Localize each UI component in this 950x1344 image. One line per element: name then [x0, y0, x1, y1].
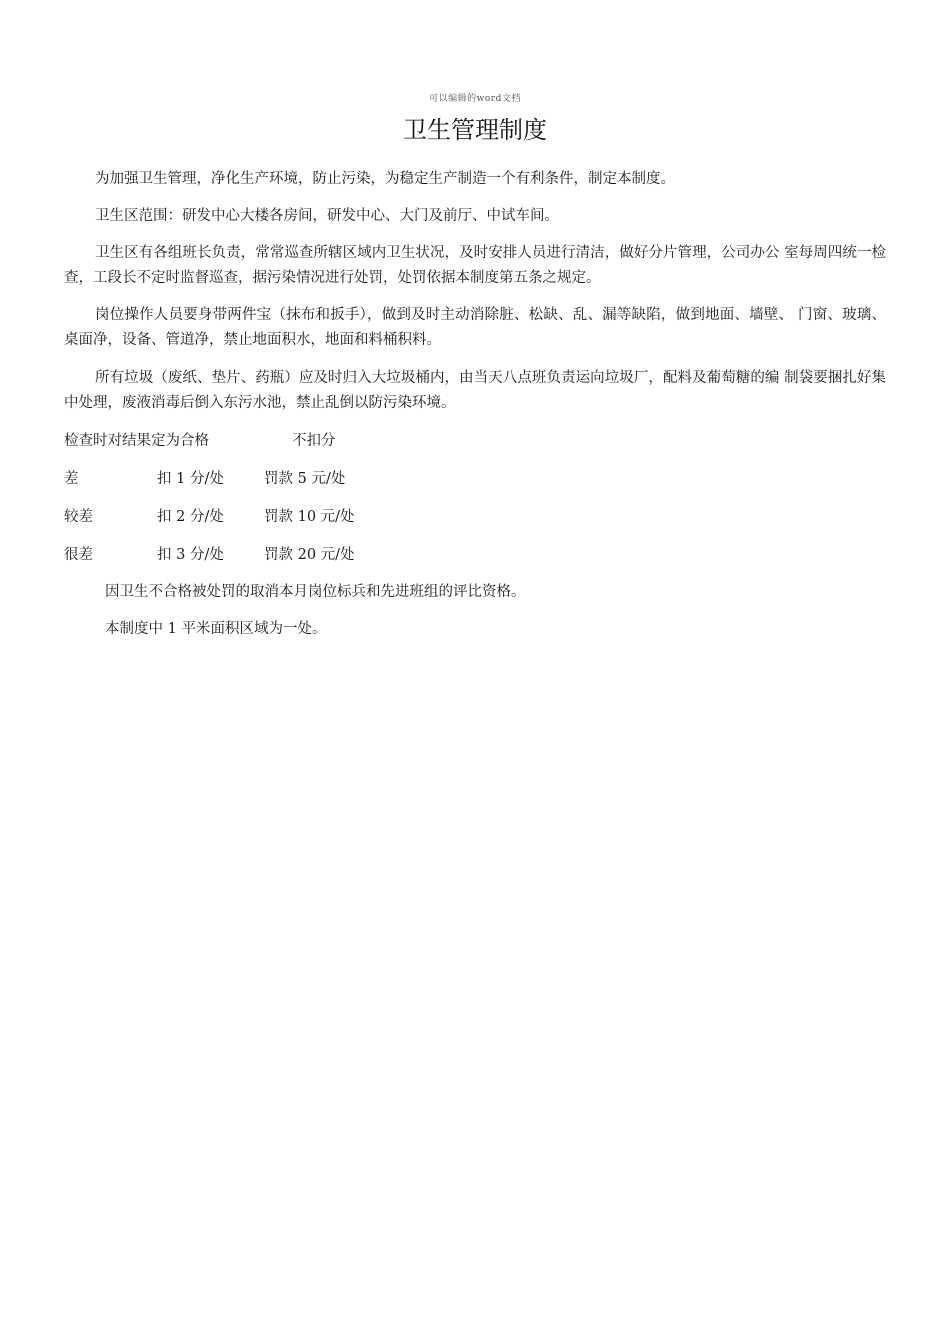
watermark-text: 可以编辑的word文档 — [429, 94, 521, 104]
fine-amount: 罚款 10 元/处 — [264, 509, 355, 525]
score-row — [64, 467, 886, 492]
qualified-label: 检查时对结果定为合格 — [64, 433, 209, 449]
score-row-qualified — [64, 429, 886, 454]
note-area-definition: 本制度中 1 平米面积区域为一处。 — [105, 621, 327, 637]
score-row — [64, 505, 886, 530]
deduct-points: 扣 3 分/处 — [157, 547, 224, 563]
paragraph-scope: 卫生区范围：研发中心大楼各房间，研发中心、大门及前厅、中试车间。 — [95, 208, 559, 224]
deduct-points: 扣 2 分/处 — [157, 509, 224, 525]
paragraph-purpose: 为加强卫生管理，净化生产环境，防止污染，为稳定生产制造一个有利条件，制定本制度。 — [95, 171, 675, 187]
fine-amount: 罚款 5 元/处 — [264, 471, 346, 487]
score-row — [64, 543, 886, 568]
paragraph-waste-handling: 所有垃圾（废纸、垫片、药瓶）应及时归入大垃圾桶内，由当天八点班负责运向垃圾厂，配料及葡萄糖的编 制袋要捆扎好集中处理，废液消毒后倒入东污水池，禁止乱倒以防污染环境。 — [64, 370, 886, 411]
deduct-points: 扣 1 分/处 — [157, 471, 224, 487]
note-disqualification: 因卫生不合格被处罚的取消本月岗位标兵和先进班组的评比资格。 — [105, 584, 526, 600]
fine-amount: 罚款 20 元/处 — [264, 547, 355, 563]
qualified-result: 不扣分 — [292, 433, 336, 449]
grade-label: 较差 — [64, 509, 93, 525]
paragraph-responsibility: 卫生区有各组班长负责，常常巡查所辖区域内卫生状况，及时安排人员进行清洁，做好分片管理，公司办公 室每周四统一检查，工段长不定时监督巡查，据污染情况进行处罚，处罚依据本制度第五条之规定。 — [64, 245, 886, 286]
paragraph-operator-duty: 岗位操作人员要身带两件宝（抹布和扳手），做到及时主动消除脏、松缺、乱、漏等缺陷，做到地面、墙壁、 门窗、玻璃、桌面净，设备、管道净，禁止地面积水，地面和料桶积料。 — [64, 307, 886, 348]
document-title: 卫生管理制度 — [403, 116, 547, 144]
grade-label: 很差 — [64, 547, 93, 563]
grade-label: 差 — [64, 471, 79, 487]
